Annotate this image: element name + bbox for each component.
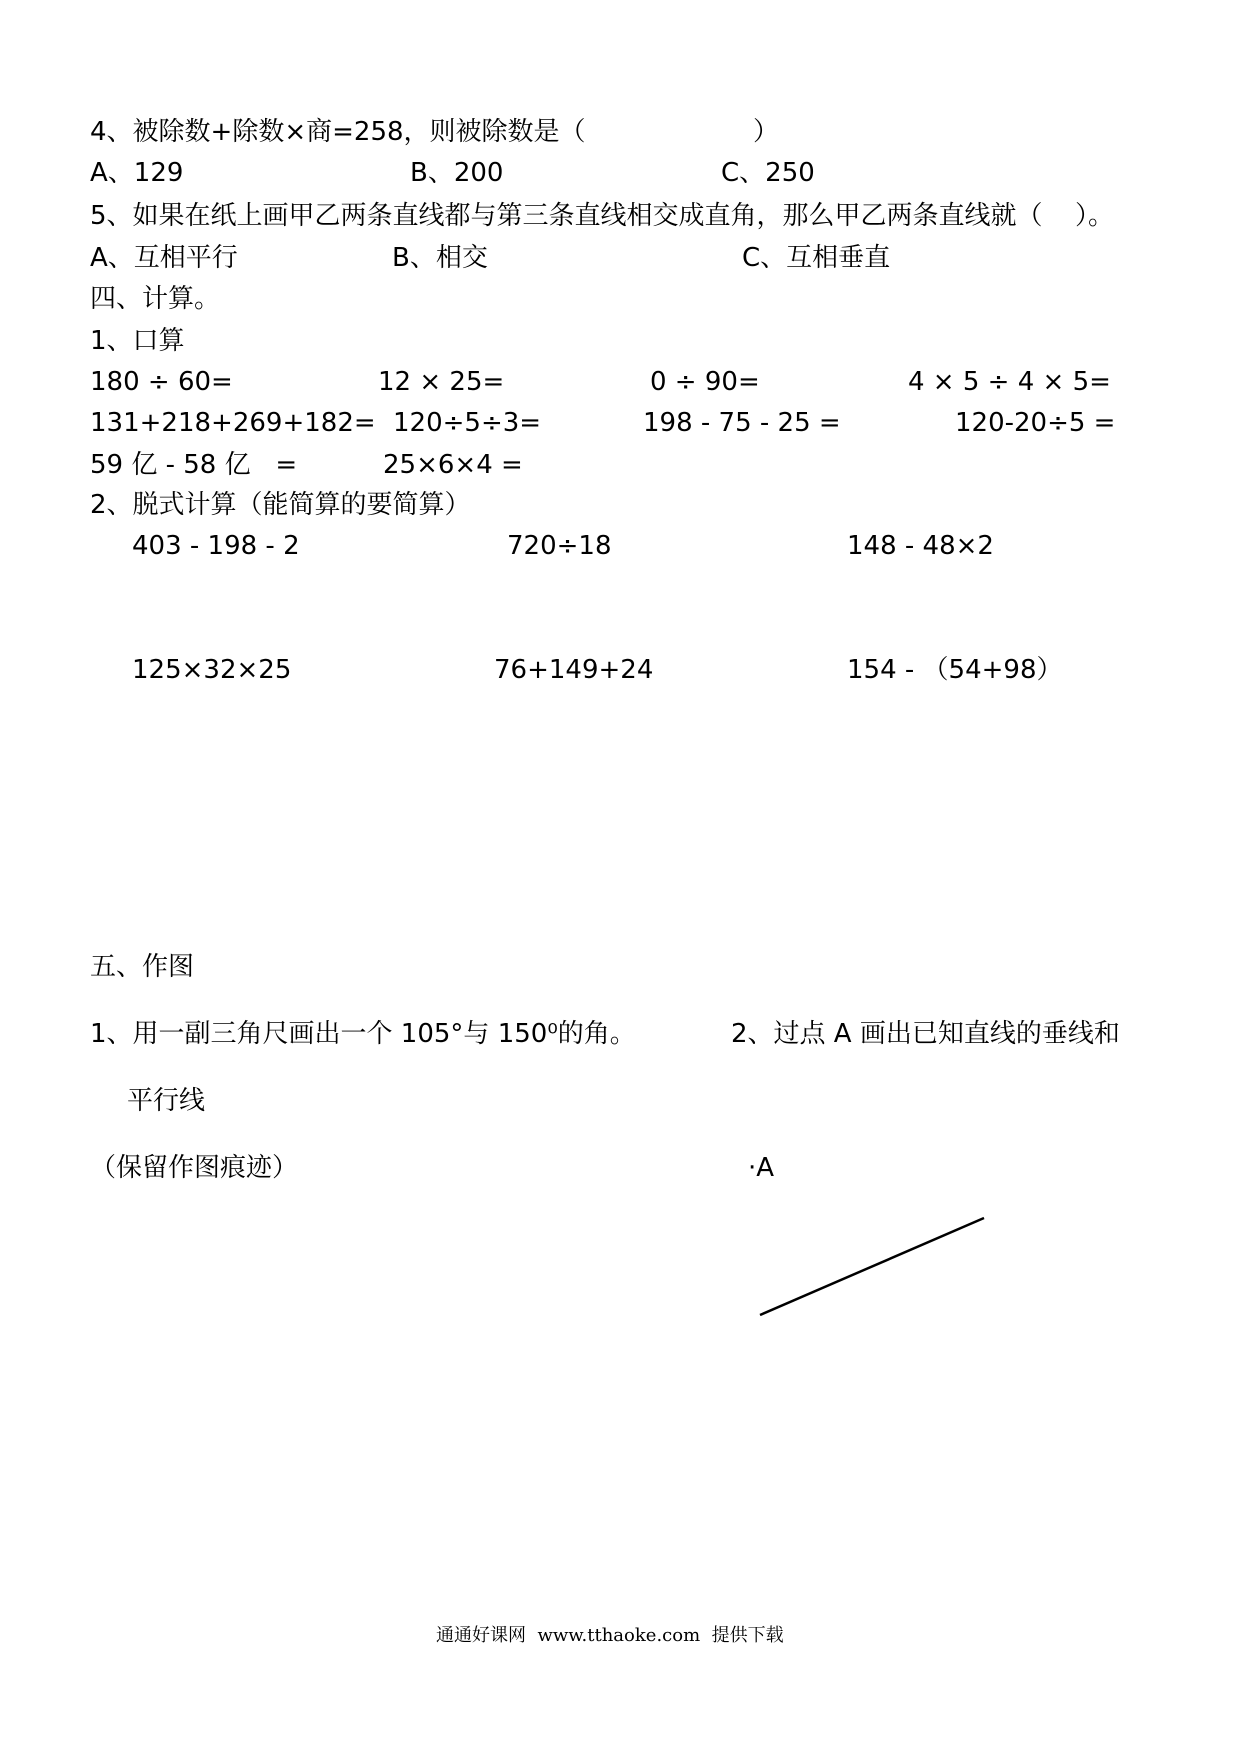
given-line bbox=[760, 1218, 984, 1315]
section4-heading: 四、计算。 bbox=[90, 284, 221, 314]
q5-option-a: A、互相平行 bbox=[90, 243, 238, 273]
written-calc-item: 403 - 198 - 2 bbox=[132, 531, 300, 561]
written-calc-item: 148 - 48×2 bbox=[847, 531, 994, 561]
q5-stem: 5、如果在纸上画甲乙两条直线都与第三条直线相交成直角，那么甲乙两条直线就（ bbox=[90, 201, 1043, 231]
written-calc-item: 154 - （54+98） bbox=[847, 655, 1063, 685]
drawing-note: （保留作图痕迹） bbox=[90, 1153, 299, 1183]
drawing-task-2: 2、过点 A 画出已知直线的垂线和 bbox=[731, 1019, 1120, 1049]
oral-item: 0 ÷ 90= bbox=[650, 367, 760, 397]
oral-item: 131+218+269+182= bbox=[90, 408, 376, 438]
q4-stem: 4、被除数+除数×商=258，则被除数是（ bbox=[90, 117, 586, 147]
q5-answer-close: ）。 bbox=[1075, 201, 1115, 231]
q4-option-a: A、129 bbox=[90, 158, 184, 188]
oral-item: 25×6×4 = bbox=[383, 450, 523, 480]
oral-item: 120÷5÷3= bbox=[393, 408, 542, 438]
oral-item: 4 × 5 ÷ 4 × 5= bbox=[908, 367, 1111, 397]
written-calc-item: 720÷18 bbox=[507, 531, 612, 561]
oral-item: 59 亿 - 58 亿 = bbox=[90, 450, 298, 480]
q4-answer-close: ） bbox=[753, 117, 780, 147]
q5-option-b: B、相交 bbox=[392, 243, 488, 273]
section5-heading: 五、作图 bbox=[90, 952, 195, 982]
oral-item: 198 - 75 - 25 = bbox=[643, 408, 841, 438]
oral-item: 12 × 25= bbox=[378, 367, 505, 397]
q4-option-c: C、250 bbox=[721, 158, 815, 188]
written-calc-item: 76+149+24 bbox=[494, 655, 654, 685]
footer-credit: 通通好课网 www.tthaoke.com 提供下载 bbox=[436, 1625, 784, 1646]
q4-option-b: B、200 bbox=[410, 158, 504, 188]
written-calc-heading: 2、脱式计算（能简算的要简算） bbox=[90, 490, 471, 520]
oral-calc-heading: 1、口算 bbox=[90, 326, 185, 356]
written-calc-item: 125×32×25 bbox=[132, 655, 292, 685]
drawing-task-1: 1、用一副三角尺画出一个 105°与 150⁰的角。 bbox=[90, 1019, 636, 1049]
q5-option-c: C、互相垂直 bbox=[742, 243, 891, 273]
oral-item: 180 ÷ 60= bbox=[90, 367, 233, 397]
point-a-label: ·A bbox=[748, 1153, 775, 1183]
drawing-task-2-continued: 平行线 bbox=[127, 1086, 206, 1116]
oral-item: 120-20÷5 = bbox=[955, 408, 1116, 438]
